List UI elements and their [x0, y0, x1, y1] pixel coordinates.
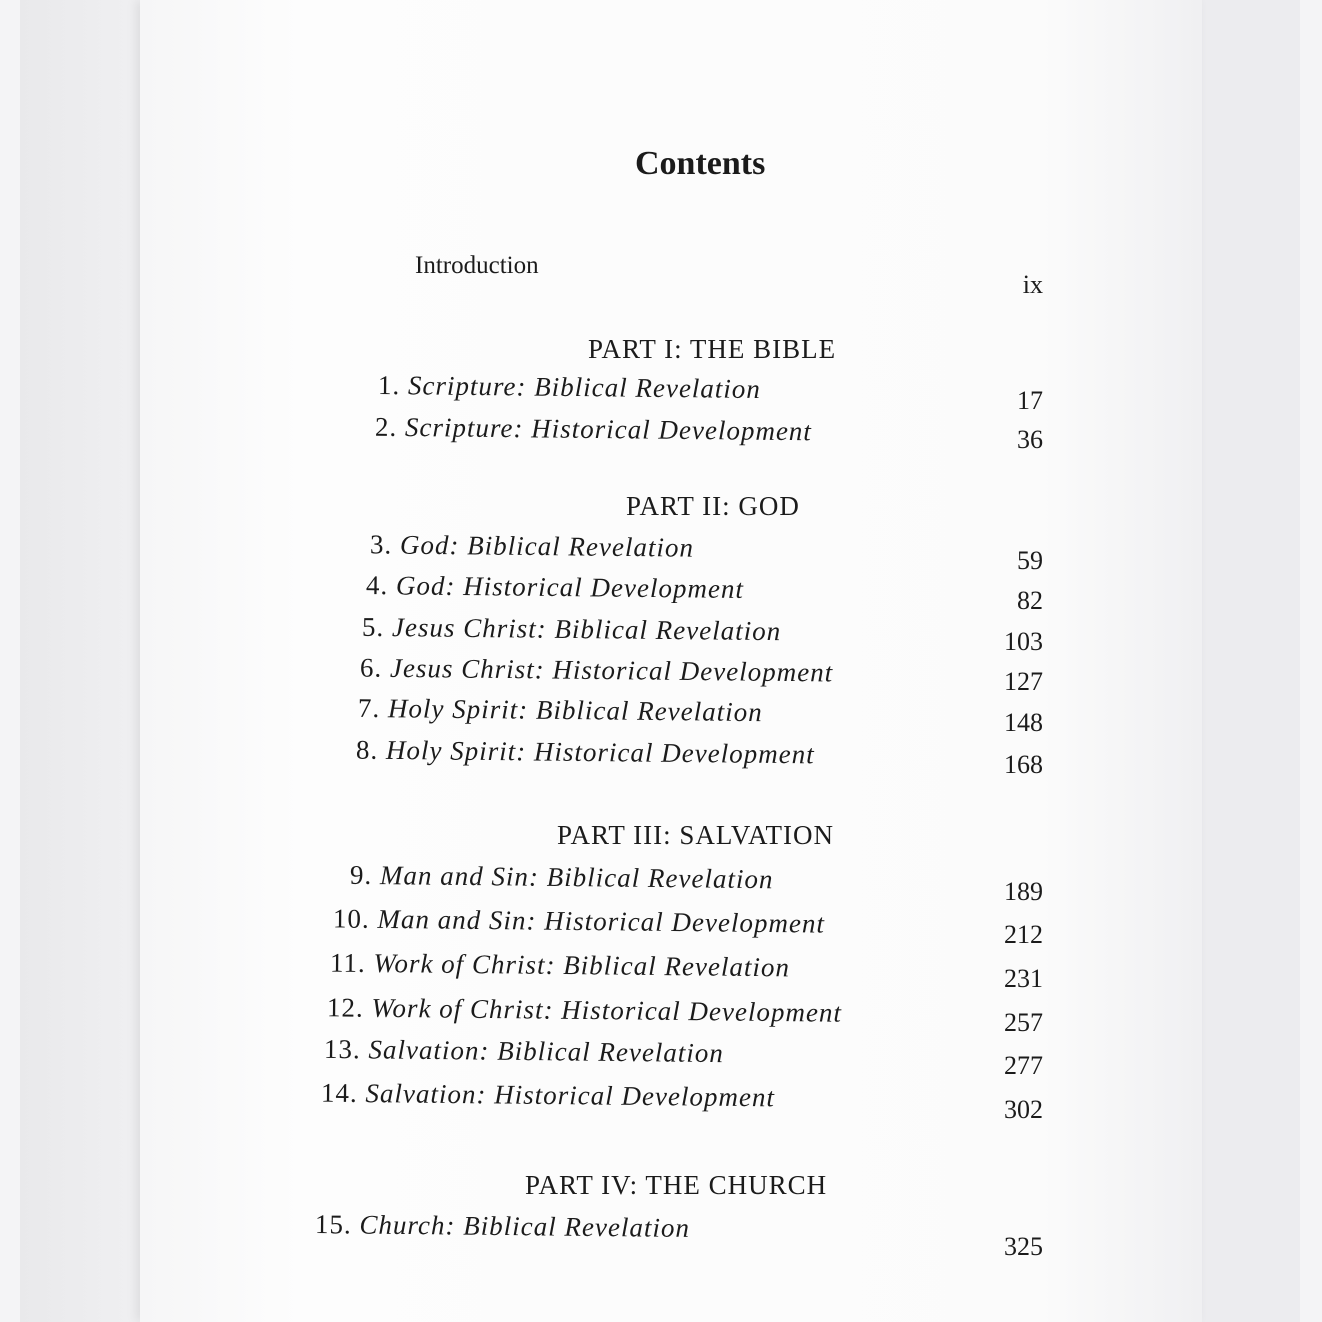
toc-entry [330, 948, 790, 984]
toc-entry [360, 653, 834, 689]
toc-entry [356, 735, 815, 771]
entry-number: 4. [365, 570, 389, 601]
entry-page: 231 [1004, 964, 1043, 993]
entry-page: 36 [1017, 425, 1043, 454]
introduction-label: Introduction [415, 252, 539, 279]
entry-title: Jesus Christ: Historical Development [389, 652, 834, 688]
entry-number: 9. [349, 859, 373, 891]
entry-title: Scripture: Biblical Revelation [407, 370, 762, 405]
entry-number: 8. [355, 734, 379, 765]
entry-title: Holy Spirit: Biblical Revelation [387, 693, 763, 728]
part-heading: PART II: GOD [626, 491, 800, 521]
entry-title: Work of Christ: Biblical Revelation [373, 948, 791, 983]
entry-number: 12. [326, 992, 364, 1023]
entry-title: God: Historical Development [395, 570, 745, 604]
entry-page: 127 [1004, 667, 1043, 696]
toc-entry [378, 370, 761, 405]
entry-number: 14. [320, 1077, 358, 1109]
entry-title: Salvation: Historical Development [365, 1078, 776, 1113]
entry-page: 168 [1004, 750, 1043, 779]
entry-page: 148 [1004, 708, 1043, 737]
part-heading: PART III: SALVATION [557, 820, 834, 850]
entry-page: 212 [1004, 920, 1043, 949]
toc-entry [350, 860, 774, 895]
entry-number: 1. [377, 369, 401, 401]
introduction-page: ix [1022, 270, 1043, 299]
toc-entry [366, 570, 744, 605]
entry-page: 103 [1004, 627, 1043, 656]
part-heading: PART IV: THE CHURCH [525, 1170, 828, 1200]
entry-page: 325 [1004, 1232, 1043, 1261]
entry-number: 10. [332, 903, 370, 934]
entry-title: Jesus Christ: Biblical Revelation [391, 612, 782, 647]
entry-title: Salvation: Biblical Revelation [368, 1034, 725, 1069]
entry-number: 15. [314, 1209, 352, 1240]
entry-number: 6. [359, 652, 383, 683]
part-heading: PART I: THE BIBLE [588, 334, 837, 364]
toc-entry [321, 1078, 775, 1114]
entry-title: Scripture: Historical Development [404, 412, 813, 447]
entry-title: Man and Sin: Historical Development [377, 903, 826, 939]
entry-number: 11. [329, 947, 366, 978]
toc-entry [324, 1034, 724, 1069]
entry-page: 59 [1017, 546, 1043, 575]
entry-page: 277 [1004, 1051, 1043, 1080]
entry-number: 13. [323, 1033, 361, 1065]
entry-title: Church: Biblical Revelation [359, 1209, 691, 1243]
entry-title: Man and Sin: Biblical Revelation [379, 860, 774, 895]
background-edge [1200, 0, 1300, 1322]
toc-entry [370, 529, 694, 563]
entry-page: 257 [1004, 1008, 1043, 1037]
toc-entry [327, 992, 842, 1028]
entry-title: Holy Spirit: Historical Development [385, 734, 815, 770]
entry-number: 5. [361, 611, 385, 643]
entry-number: 3. [369, 529, 393, 560]
entry-number: 2. [374, 411, 398, 442]
entry-page: 189 [1004, 877, 1043, 906]
page-title: Contents [635, 145, 766, 182]
toc-entry [375, 412, 812, 448]
entry-title: God: Biblical Revelation [399, 529, 695, 563]
toc-entry [362, 612, 781, 647]
entry-page: 17 [1017, 386, 1043, 415]
toc-entry [315, 1209, 690, 1244]
entry-page: 302 [1004, 1095, 1043, 1124]
entry-title: Work of Christ: Historical Development [371, 992, 843, 1028]
entry-page: 82 [1017, 586, 1043, 615]
toc-entry [358, 693, 763, 728]
toc-entry [333, 903, 825, 939]
entry-number: 7. [357, 692, 381, 724]
